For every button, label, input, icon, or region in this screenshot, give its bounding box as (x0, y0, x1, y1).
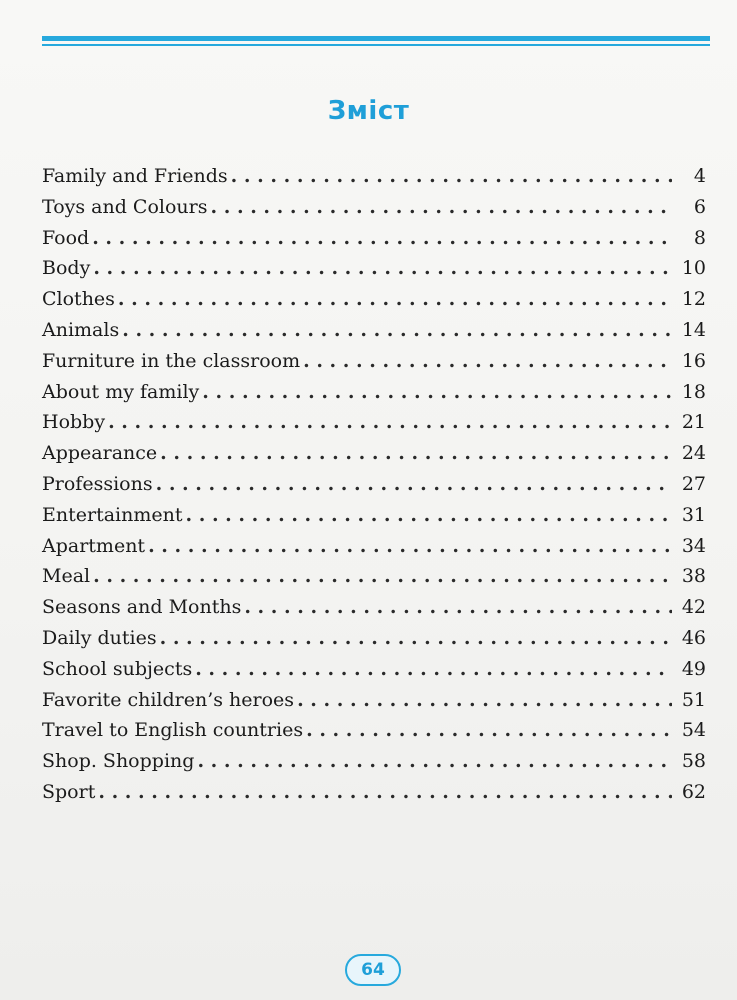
toc-entry-title: About my family (42, 380, 200, 403)
toc-entry-title: Hobby (42, 411, 106, 434)
toc-leader-dots (197, 746, 672, 777)
toc-entry[interactable] (42, 407, 710, 438)
toc-entry-title: Meal (42, 565, 91, 588)
toc-entry[interactable] (42, 438, 710, 469)
header-rule (42, 36, 710, 41)
toc-leader-dots (156, 469, 672, 500)
toc-entry-page: 58 (681, 750, 706, 773)
toc-entry[interactable] (42, 346, 710, 377)
toc-entry-page: 24 (681, 442, 706, 465)
toc-leader-dots (231, 161, 672, 192)
toc-entry-page: 16 (681, 349, 706, 372)
toc-entry-title: Favorite children’s heroes (42, 688, 295, 711)
page-number-badge: 64 (345, 954, 401, 986)
toc-entry-page: 46 (681, 626, 706, 649)
toc-entry[interactable] (42, 253, 710, 284)
toc-entry[interactable] (42, 315, 710, 346)
toc-entry-page: 27 (681, 472, 706, 495)
toc-entry-title: Sport (42, 780, 96, 803)
toc-entry-title: Seasons and Months (42, 596, 242, 619)
table-of-contents (42, 161, 710, 808)
toc-entry[interactable] (42, 777, 710, 808)
toc-entry[interactable] (42, 469, 710, 500)
toc-entry[interactable] (42, 531, 710, 562)
toc-entry[interactable] (42, 685, 710, 716)
toc-entry-page: 31 (681, 503, 706, 526)
toc-entry-title: Food (42, 226, 90, 249)
toc-leader-dots (160, 623, 672, 654)
toc-leader-dots (93, 561, 672, 592)
toc-leader-dots (211, 192, 673, 223)
toc-leader-dots (93, 253, 672, 284)
toc-leader-dots (148, 531, 672, 562)
toc-entry[interactable] (42, 223, 710, 254)
toc-entry-page: 38 (681, 565, 706, 588)
toc-leader-dots (108, 407, 672, 438)
toc-entry-title: Apartment (42, 534, 146, 557)
toc-entry-title: School subjects (42, 657, 193, 680)
toc-entry[interactable] (42, 623, 710, 654)
toc-entry[interactable] (42, 500, 710, 531)
toc-entry[interactable] (42, 746, 710, 777)
toc-entry[interactable] (42, 284, 710, 315)
toc-leader-dots (297, 685, 672, 716)
toc-entry-page: 49 (681, 657, 706, 680)
toc-entry[interactable] (42, 654, 710, 685)
toc-entry-title: Daily duties (42, 626, 157, 649)
toc-leader-dots (195, 654, 672, 685)
toc-entry[interactable] (42, 161, 710, 192)
toc-entry-title: Shop. Shopping (42, 750, 195, 773)
toc-entry-page: 8 (693, 226, 706, 249)
toc-entry-title: Body (42, 257, 91, 280)
toc-entry-page: 12 (681, 288, 706, 311)
toc-leader-dots (202, 377, 672, 408)
toc-entry-page: 62 (681, 780, 706, 803)
toc-leader-dots (118, 284, 672, 315)
toc-entry-page: 54 (681, 719, 706, 742)
toc-leader-dots (160, 438, 672, 469)
toc-entry-page: 6 (693, 195, 706, 218)
toc-entry-title: Toys and Colours (42, 195, 208, 218)
toc-leader-dots (185, 500, 672, 531)
toc-entry-title: Entertainment (42, 503, 183, 526)
page-title: Зміст (327, 96, 410, 126)
toc-entry[interactable] (42, 715, 710, 746)
toc-entry-title: Travel to English countries (42, 719, 304, 742)
header-rule-thin (42, 44, 710, 46)
toc-entry-page: 34 (681, 534, 706, 557)
toc-entry-page: 14 (681, 318, 706, 341)
toc-entry[interactable] (42, 592, 710, 623)
toc-entry-title: Professions (42, 472, 153, 495)
toc-entry[interactable] (42, 561, 710, 592)
toc-leader-dots (98, 777, 672, 808)
toc-leader-dots (306, 715, 672, 746)
toc-leader-dots (244, 592, 672, 623)
toc-entry[interactable] (42, 192, 710, 223)
toc-entry-page: 51 (681, 688, 706, 711)
toc-entry-page: 42 (681, 596, 706, 619)
toc-leader-dots (303, 346, 672, 377)
toc-entry-page: 18 (681, 380, 706, 403)
toc-entry-title: Animals (42, 318, 120, 341)
toc-entry-title: Clothes (42, 288, 115, 311)
toc-entry-title: Family and Friends (42, 165, 228, 187)
toc-entry-page: 10 (681, 257, 706, 280)
toc-entry[interactable] (42, 377, 710, 408)
toc-entry-page: 4 (693, 165, 706, 187)
toc-leader-dots (92, 223, 672, 254)
toc-entry-title: Appearance (42, 442, 158, 465)
toc-entry-page: 21 (681, 411, 706, 434)
toc-leader-dots (122, 315, 672, 346)
toc-entry-title: Furniture in the classroom (42, 349, 301, 372)
